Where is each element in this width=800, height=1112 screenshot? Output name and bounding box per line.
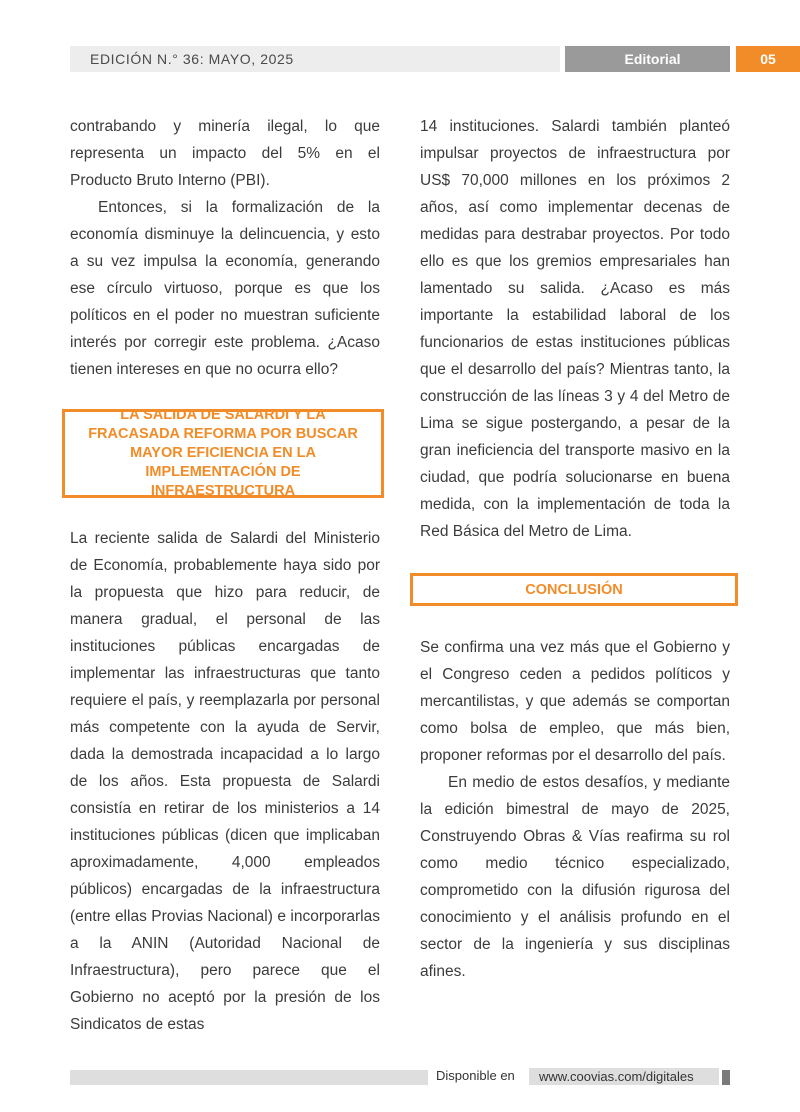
footer-label: Disponible en <box>436 1068 515 1083</box>
paragraph: En medio de estos desafíos, y mediante la edición bimestral de mayo de 2025, Construyendo Obras & Vías reafirma su rol como medio técnico especializado, comprometido con la difusión rigurosa del conocimiento y el análisis profundo en el sector de la ingeniería y sus disciplinas afines. <box>420 774 730 980</box>
paragraph: Se confirma una vez más que el Gobierno y el Congreso ceden a pedidos políticos y mercantilistas, y que además se comportan como bolsa de empleo, que más bien, proponer reformas por el desarrollo del país. <box>420 639 730 764</box>
paragraph: contrabando y minería ilegal, lo que representa un impacto del 5% en el Producto Bruto Interno (PBI). <box>70 118 380 189</box>
paragraph: Entonces, si la formalización de la economía disminuye la delincuencia, y esto a su vez impulsa la economía, generando ese círculo virtuoso, porque es que los políticos en el poder no muestran suficiente interés por corregir este problema. ¿Acaso tienen intereses en que no ocurra ello? <box>70 199 380 378</box>
page-number: 05 <box>736 46 800 72</box>
section-heading-conclusion: CONCLUSIÓN <box>410 573 738 606</box>
edition-label: EDICIÓN N.° 36: MAYO, 2025 <box>90 51 294 67</box>
left-column <box>70 113 380 383</box>
left-column-continued <box>70 525 380 1038</box>
footer-bar <box>70 1070 428 1085</box>
right-column-continued <box>420 634 730 985</box>
paragraph: 14 instituciones. Salardi también planteó impulsar proyectos de infraestructura por US$ 70,000 millones en los próximos 2 años, así como implementar decenas de medidas para destrabar proyectos. Por todo ello es que los gremios empresariales han lamentado su salida. ¿Acaso es más importante la estabilidad laboral de los funcionarios de estas instituciones públicas que el desarrollo del país? Mientras tanto, la construcción de las líneas 3 y 4 del Metro de Lima se sigue postergando, a pesar de la gran ineficiencia del transporte masivo en la ciudad, que podría solucionarse en buena medida, con la implementación de toda la Red Básica del Metro de Lima. <box>420 118 730 540</box>
paragraph: La reciente salida de Salardi del Ministerio de Economía, probablemente haya sido por la propuesta que hizo para reducir, de manera gradual, el personal de las instituciones públicas encargadas de implementar las infraestructuras que tanto requiere el país, y reemplazarla por personal más competente con la ayuda de Servir, dada la demostrada incapacidad a lo largo de los años. Esta propuesta de Salardi consistía en retirar de los ministerios a 14 instituciones públicas (dicen que implicaban aproximadamente, 4,000 empleados públicos) encargadas de la infraestructura (entre ellas Provias Nacional) e incorporarlas a la ANIN (Autoridad Nacional de Infraestructura), pero parece que el Gobierno no aceptó por la presión de los Sindicatos de estas <box>70 530 380 1033</box>
footer-url-link[interactable]: www.coovias.com/digitales <box>529 1068 719 1085</box>
right-column <box>420 113 730 545</box>
section-heading-salardi: LA SALIDA DE SALARDI Y LA FRACASADA REFORMA POR BUSCAR MAYOR EFICIENCIA EN LA IMPLEMENTACIÓN DE INFRAESTRUCTURA <box>62 409 384 498</box>
section-label: Editorial <box>565 46 730 72</box>
footer-end-block <box>722 1070 730 1085</box>
